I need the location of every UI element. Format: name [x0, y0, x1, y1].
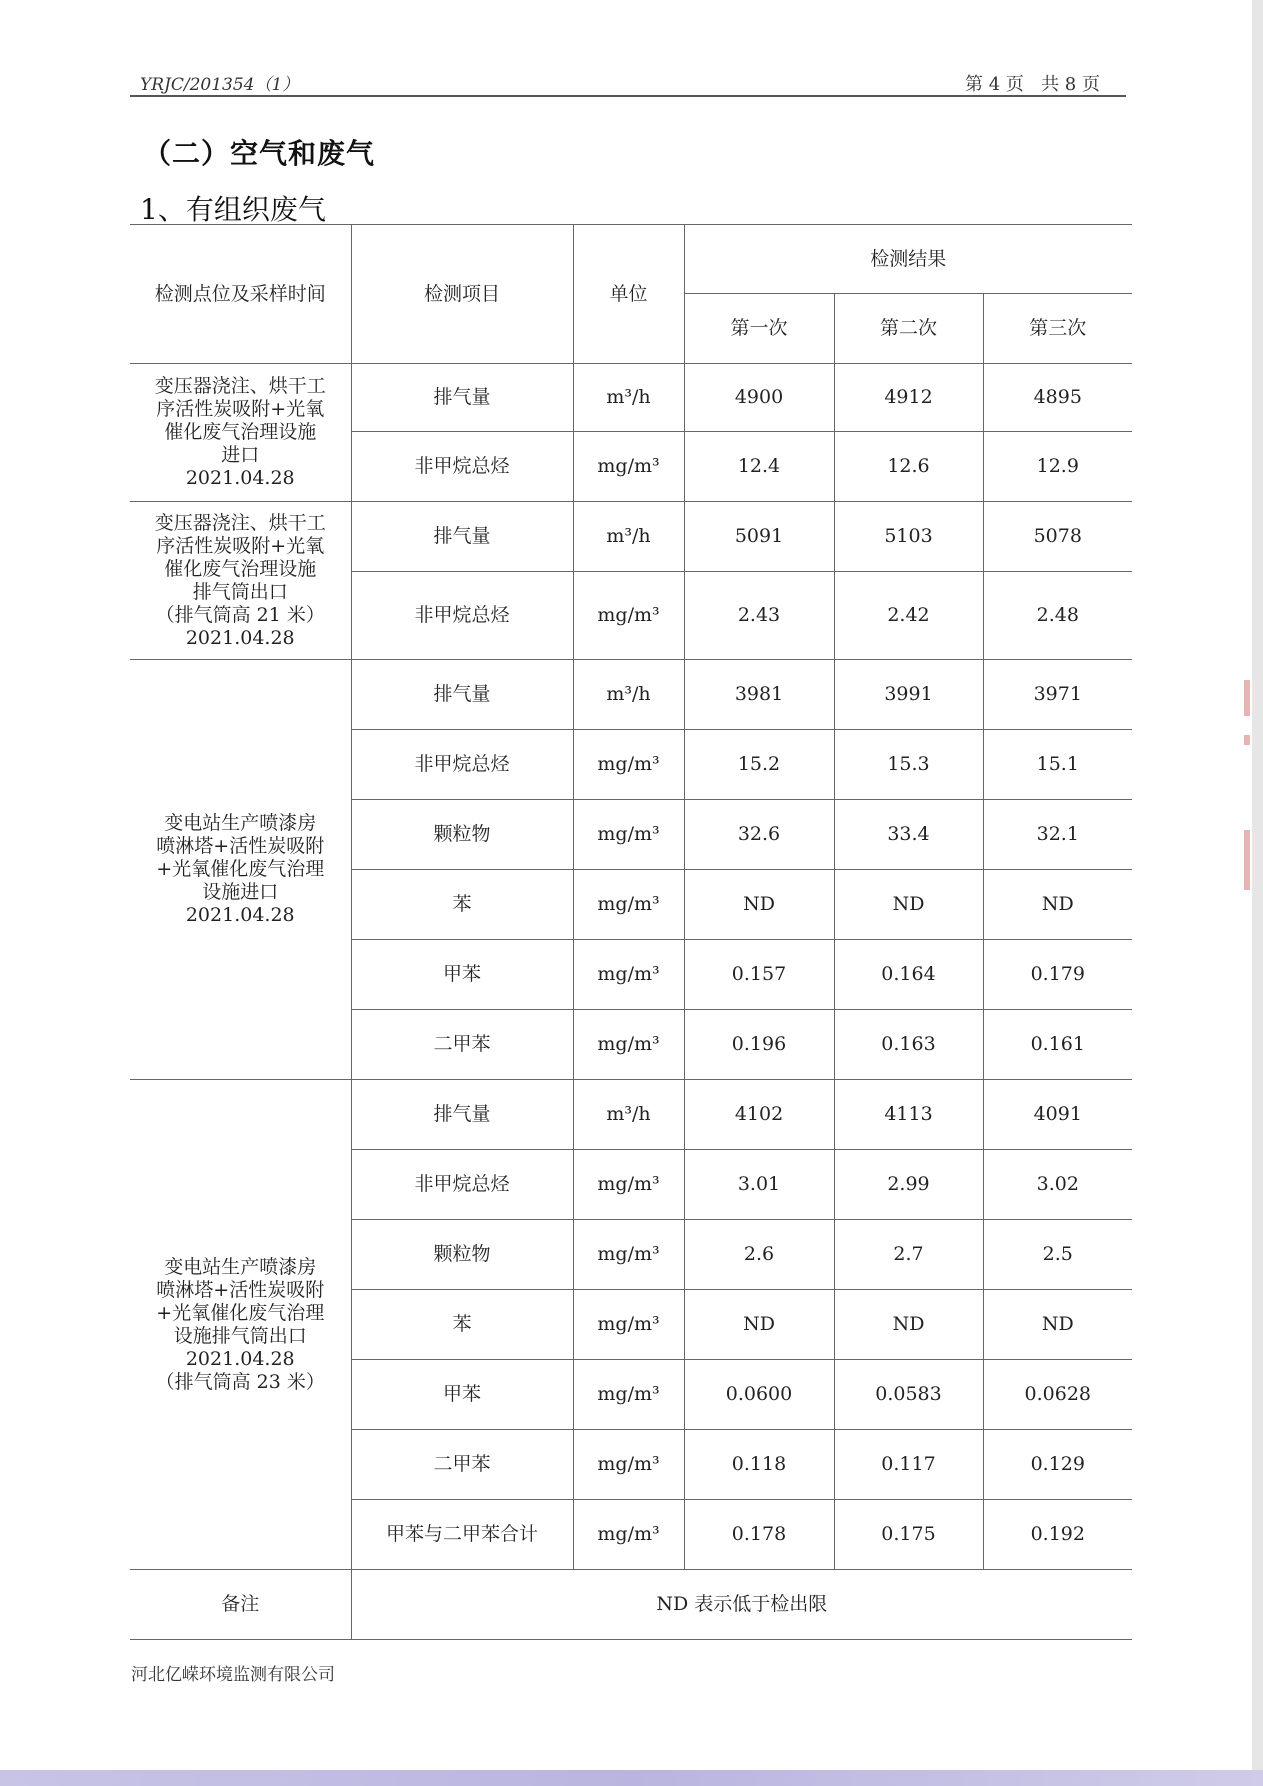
- unit-cell: mg/m³: [573, 432, 684, 502]
- item-cell: 非甲烷总烃: [351, 730, 573, 800]
- seal-mark: [1244, 680, 1250, 716]
- result-3-cell: 3.02: [983, 1150, 1132, 1220]
- unit-cell: mg/m³: [573, 572, 684, 660]
- unit-cell: mg/m³: [573, 1290, 684, 1360]
- table-row: [130, 502, 1132, 572]
- unit-cell: mg/m³: [573, 1360, 684, 1430]
- site-line: 变压器浇注、烘干工: [154, 511, 326, 534]
- result-1-cell: 0.118: [684, 1430, 834, 1500]
- result-2-cell: 0.164: [834, 940, 983, 1010]
- item-cell: 排气量: [351, 660, 573, 730]
- col-r2-header: 第二次: [834, 294, 983, 364]
- result-2-cell: 0.175: [834, 1500, 983, 1570]
- table-row: [130, 1080, 1132, 1150]
- site-line: 催化废气治理设施: [164, 421, 317, 443]
- unit-cell: m³/h: [573, 660, 684, 730]
- site-line: 喷淋塔+活性炭吸附: [156, 835, 325, 857]
- item-cell: 二甲苯: [351, 1010, 573, 1080]
- result-3-cell: 0.161: [983, 1010, 1132, 1080]
- result-2-cell: 0.117: [834, 1430, 983, 1500]
- item-cell: 排气量: [351, 1080, 573, 1150]
- site-cell: [130, 1080, 351, 1570]
- result-2-cell: 4912: [834, 364, 983, 432]
- unit-cell: mg/m³: [573, 1010, 684, 1080]
- result-2-cell: 0.0583: [834, 1360, 983, 1430]
- unit-cell: mg/m³: [573, 800, 684, 870]
- result-3-cell: 4091: [983, 1080, 1132, 1150]
- company-footer: 河北亿嵘环境监测有限公司: [131, 1665, 335, 1685]
- result-2-cell: 3991: [834, 660, 983, 730]
- result-2-cell: 2.7: [834, 1220, 983, 1290]
- site-cell: [130, 502, 351, 660]
- unit-cell: mg/m³: [573, 1150, 684, 1220]
- item-cell: 苯: [351, 1290, 573, 1360]
- site-cell: [130, 364, 351, 502]
- result-3-cell: 2.5: [983, 1220, 1132, 1290]
- header-row: [130, 225, 1132, 294]
- result-1-cell: 2.6: [684, 1220, 834, 1290]
- seal-mark: [1244, 830, 1250, 890]
- result-1-cell: 32.6: [684, 800, 834, 870]
- result-3-cell: 3971: [983, 660, 1132, 730]
- site-line: 进口: [221, 444, 260, 466]
- unit-cell: mg/m³: [573, 940, 684, 1010]
- site-line: 序活性炭吸附+光氧: [156, 534, 325, 557]
- result-3-cell: 5078: [983, 502, 1132, 572]
- item-cell: 苯: [351, 870, 573, 940]
- result-1-cell: 12.4: [684, 432, 834, 502]
- item-cell: 非甲烷总烃: [351, 1150, 573, 1220]
- site-line: 催化废气治理设施: [164, 557, 317, 580]
- result-3-cell: 12.9: [983, 432, 1132, 502]
- col-site-header: 检测点位及采样时间: [130, 225, 351, 364]
- site-line: （排气筒高 23 米）: [155, 1370, 325, 1393]
- report-number: YRJC/201354（1）: [140, 75, 300, 95]
- col-r1-header: 第一次: [684, 294, 834, 364]
- result-1-cell: 0.0600: [684, 1360, 834, 1430]
- site-line: 变电站生产喷漆房: [164, 812, 317, 834]
- result-2-cell: 12.6: [834, 432, 983, 502]
- results-table-body: [130, 225, 1132, 1640]
- result-1-cell: 3981: [684, 660, 834, 730]
- col-r3-header: 第三次: [983, 294, 1132, 364]
- item-cell: 甲苯与二甲苯合计: [351, 1500, 573, 1570]
- item-cell: 甲苯: [351, 940, 573, 1010]
- site-line: +光氧催化废气治理: [156, 858, 325, 880]
- item-cell: 非甲烷总烃: [351, 572, 573, 660]
- result-3-cell: 32.1: [983, 800, 1132, 870]
- seal-mark: [1244, 735, 1250, 745]
- page-indicator: [965, 70, 1100, 96]
- result-2-cell: 33.4: [834, 800, 983, 870]
- unit-cell: m³/h: [573, 502, 684, 572]
- result-2-cell: ND: [834, 870, 983, 940]
- result-3-cell: 0.192: [983, 1500, 1132, 1570]
- result-2-cell: 2.42: [834, 572, 983, 660]
- unit-cell: mg/m³: [573, 1500, 684, 1570]
- result-3-cell: 15.1: [983, 730, 1132, 800]
- col-unit-header: 单位: [573, 225, 684, 364]
- result-1-cell: 4900: [684, 364, 834, 432]
- col-item-header: 检测项目: [351, 225, 573, 364]
- result-1-cell: 2.43: [684, 572, 834, 660]
- section-title: （二）空气和废气: [143, 137, 376, 170]
- result-1-cell: ND: [684, 870, 834, 940]
- col-result-header: 检测结果: [684, 225, 1132, 294]
- unit-cell: mg/m³: [573, 1430, 684, 1500]
- unit-cell: mg/m³: [573, 730, 684, 800]
- site-line: +光氧催化废气治理: [156, 1301, 325, 1324]
- result-1-cell: 0.157: [684, 940, 834, 1010]
- sub-title: 1、有组织废气: [140, 193, 326, 226]
- site-cell: [130, 660, 351, 1080]
- result-1-cell: 15.2: [684, 730, 834, 800]
- site-line: （排气筒高 21 米）: [155, 603, 325, 626]
- result-3-cell: 0.129: [983, 1430, 1132, 1500]
- page-total: 共 8 页: [1041, 74, 1100, 95]
- result-3-cell: 4895: [983, 364, 1132, 432]
- header-rule: [130, 95, 1126, 97]
- scan-edge: [1252, 0, 1263, 1786]
- result-1-cell: 0.196: [684, 1010, 834, 1080]
- site-line: 排气筒出口: [192, 580, 288, 603]
- item-cell: 甲苯: [351, 1360, 573, 1430]
- item-cell: 二甲苯: [351, 1430, 573, 1500]
- site-line: 2021.04.28: [185, 626, 295, 649]
- scan-bottom-edge: [0, 1770, 1263, 1786]
- result-3-cell: ND: [983, 1290, 1132, 1360]
- unit-cell: m³/h: [573, 364, 684, 432]
- result-3-cell: ND: [983, 870, 1132, 940]
- result-2-cell: 5103: [834, 502, 983, 572]
- table-row: [130, 660, 1132, 730]
- result-3-cell: 0.179: [983, 940, 1132, 1010]
- result-1-cell: ND: [684, 1290, 834, 1360]
- table-row: [130, 364, 1132, 432]
- item-cell: 排气量: [351, 502, 573, 572]
- result-2-cell: 0.163: [834, 1010, 983, 1080]
- note-label: 备注: [130, 1570, 351, 1640]
- item-cell: 颗粒物: [351, 800, 573, 870]
- site-line: 2021.04.28: [185, 904, 295, 926]
- unit-cell: mg/m³: [573, 1220, 684, 1290]
- site-line: 2021.04.28: [185, 467, 295, 489]
- result-3-cell: 2.48: [983, 572, 1132, 660]
- site-line: 2021.04.28: [185, 1347, 295, 1370]
- unit-cell: mg/m³: [573, 870, 684, 940]
- site-line: 变压器浇注、烘干工: [154, 375, 326, 397]
- item-cell: 颗粒物: [351, 1220, 573, 1290]
- site-line: 序活性炭吸附+光氧: [156, 398, 325, 420]
- item-cell: 非甲烷总烃: [351, 432, 573, 502]
- result-1-cell: 0.178: [684, 1500, 834, 1570]
- result-1-cell: 5091: [684, 502, 834, 572]
- site-line: 设施排气筒出口: [173, 1324, 307, 1347]
- result-1-cell: 3.01: [684, 1150, 834, 1220]
- site-line: 设施进口: [202, 881, 279, 903]
- result-3-cell: 0.0628: [983, 1360, 1132, 1430]
- results-table: [130, 224, 1132, 1640]
- result-2-cell: 4113: [834, 1080, 983, 1150]
- item-cell: 排气量: [351, 364, 573, 432]
- page-number: 第 4 页: [965, 74, 1024, 95]
- site-line: 喷淋塔+活性炭吸附: [156, 1278, 325, 1301]
- result-1-cell: 4102: [684, 1080, 834, 1150]
- note-text: ND 表示低于检出限: [351, 1570, 1132, 1640]
- result-2-cell: 15.3: [834, 730, 983, 800]
- note-row: [130, 1570, 1132, 1640]
- result-2-cell: 2.99: [834, 1150, 983, 1220]
- unit-cell: m³/h: [573, 1080, 684, 1150]
- site-line: 变电站生产喷漆房: [164, 1255, 317, 1278]
- result-2-cell: ND: [834, 1290, 983, 1360]
